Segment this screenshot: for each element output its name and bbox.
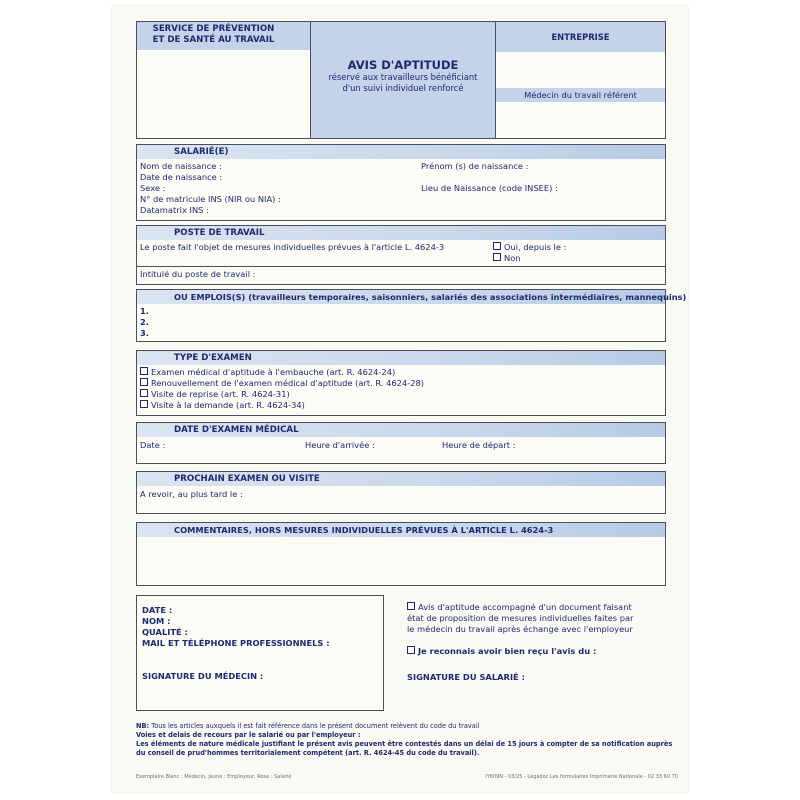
date-examen-title: DATE D'EXAMEN MÉDICAL [137, 423, 665, 437]
exam-option-label: Renouvellement de l'examen médical d'aptitude (art. R. 4624-28) [151, 378, 425, 388]
prochain-title: PROCHAIN EXAMEN OU VISITE [137, 472, 665, 486]
checkbox-icon [407, 602, 415, 610]
checkbox-icon [493, 242, 501, 250]
avis-subtitle-1: réservé aux travailleurs bénéficiant [328, 72, 478, 82]
avis-subtitle-2: d'un suivi individuel renforcé [342, 83, 464, 93]
footer-ref: IY609N - 03/25 - Légadoc Les formulaires Imprimerie Nationale - 02 33 60 70 [485, 774, 678, 780]
service-title-1: SERVICE DE PRÉVENTION [152, 24, 275, 34]
notes [136, 722, 676, 758]
exam-option-label: Visite à la demande (art. R. 4624-34) [151, 400, 305, 410]
footer-copies: Exemplaire Blanc : Médecin, Jaune : Employeur, Rose : Salarié [136, 774, 292, 780]
recu-checkbox[interactable] [407, 646, 596, 657]
mesures-label: Le poste fait l'objet de mesures individuelles prévues à l'article L. 4624-3 [140, 242, 445, 252]
checkbox-icon [140, 389, 148, 397]
poste-title: POSTE DE TRAVAIL [137, 226, 665, 240]
poste-section [136, 225, 666, 285]
exam-option-embauche[interactable] [140, 367, 395, 378]
commentaires-title: COMMENTAIRES, HORS MESURES INDIVIDUELLES PRÉVUES À L'ARTICLE L. 4624-3 [137, 523, 665, 537]
emploi-item-2: 2. [140, 317, 149, 327]
oui-label: Oui, depuis le : [504, 242, 567, 252]
entreprise-cell [496, 22, 665, 138]
non-label: Non [504, 253, 521, 263]
medecin-qualite-label: QUALITÉ : [142, 627, 188, 637]
medecin-nom-label: NOM : [142, 616, 171, 626]
medecin-referent-band: Médecin du travail référent [496, 88, 665, 102]
nom-naissance-label: Nom de naissance : [140, 161, 222, 171]
medecin-date-label: DATE : [142, 605, 173, 615]
non-checkbox[interactable] [493, 253, 521, 264]
exam-option-label: Examen médical d'aptitude à l'embauche (art. R. 4624-24) [151, 367, 396, 377]
depart-label: Heure de départ : [442, 440, 516, 450]
medecin-signature-label: SIGNATURE DU MÉDECIN : [142, 671, 264, 681]
checkbox-icon [407, 646, 415, 654]
prenom-label: Prénom (s) de naissance : [421, 161, 529, 171]
matricule-label: N° de matricule INS (NIR ou NIA) : [140, 194, 281, 204]
type-examen-title: TYPE D'EXAMEN [137, 351, 665, 365]
datamatrix-label: Datamatrix INS : [140, 205, 209, 215]
salarie-signature-label: SIGNATURE DU SALARIÉ : [407, 672, 525, 682]
avis-line-2: état de proposition de mesures individuelles faites par [407, 613, 634, 623]
header-box [136, 21, 666, 139]
avis-cell [311, 22, 496, 138]
emplois-section [136, 289, 687, 342]
oui-checkbox[interactable] [493, 242, 566, 253]
service-band [137, 22, 310, 50]
checkbox-icon [140, 367, 148, 375]
avis-title: AVIS D'APTITUDE [347, 58, 459, 72]
exam-option-renouvellement[interactable] [140, 378, 424, 389]
medecin-box [136, 595, 384, 711]
arrivee-label: Heure d'arrivée : [305, 440, 375, 450]
elements-note-2: du conseil de prud'hommes territorialement compétent (art. R. 4624-45 du code du travail). [136, 749, 480, 757]
voies-note: Voies et delais de recours par le salarié ou par l'employeur : [136, 731, 361, 739]
avis-line-1: Avis d'aptitude accompagné d'un document faisant [418, 602, 632, 612]
lieu-naissance-label: Lieu de Naissance (code INSEE) : [421, 183, 558, 193]
elements-note-1: Les éléments de nature médicale justifiant le présent avis peuvent être contestés dans un délai de 15 jours à compter de sa notification auprès [136, 740, 673, 748]
medecin-mail-label: MAIL ET TÉLÉPHONE PROFESSIONNELS : [142, 638, 330, 648]
exam-option-label: Visite de reprise (art. R. 4624-31) [151, 389, 290, 399]
exam-option-demande[interactable] [140, 400, 305, 411]
form-sheet [112, 6, 688, 792]
poste-divider [137, 266, 665, 267]
salarie-section [136, 144, 666, 221]
salarie-sign-area [407, 602, 667, 702]
avis-accompagne-checkbox[interactable] [407, 602, 632, 613]
emploi-item-3: 3. [140, 328, 149, 338]
commentaires-section [136, 522, 666, 586]
intitule-label: Intitulé du poste de travail : [140, 269, 256, 279]
entreprise-band: ENTREPRISE [496, 22, 665, 52]
date-examen-section [136, 422, 666, 464]
avis-line-3: le médecin du travail après échange avec l'employeur [407, 624, 633, 634]
checkbox-icon [493, 253, 501, 261]
revoir-label: A revoir, au plus tard le : [140, 489, 243, 499]
checkbox-icon [140, 378, 148, 386]
nb-label: NB: [136, 722, 150, 730]
nb-text: Tous les articles auxquels il est fait référence dans le présent document relèvent du code du travail [151, 722, 480, 730]
service-cell [137, 22, 311, 138]
recu-label: Je reconnais avoir bien reçu l'avis du : [418, 646, 597, 656]
date-label: Date : [140, 440, 166, 450]
emplois-title: OU EMPLOIS(S) (travailleurs temporaires, saisonniers, salariés des associations intermédiaires, mannequins) [137, 290, 665, 304]
emploi-item-1: 1. [140, 306, 149, 316]
sexe-label: Sexe : [140, 183, 166, 193]
nb-note [136, 722, 676, 731]
prochain-section [136, 471, 666, 514]
checkbox-icon [140, 400, 148, 408]
type-examen-section [136, 350, 666, 416]
exam-option-reprise[interactable] [140, 389, 290, 400]
date-naissance-label: Date de naissance : [140, 172, 223, 182]
service-title-2: ET DE SANTÉ AU TRAVAIL [152, 35, 275, 45]
salarie-title: SALARIÉ(E) [137, 145, 665, 159]
